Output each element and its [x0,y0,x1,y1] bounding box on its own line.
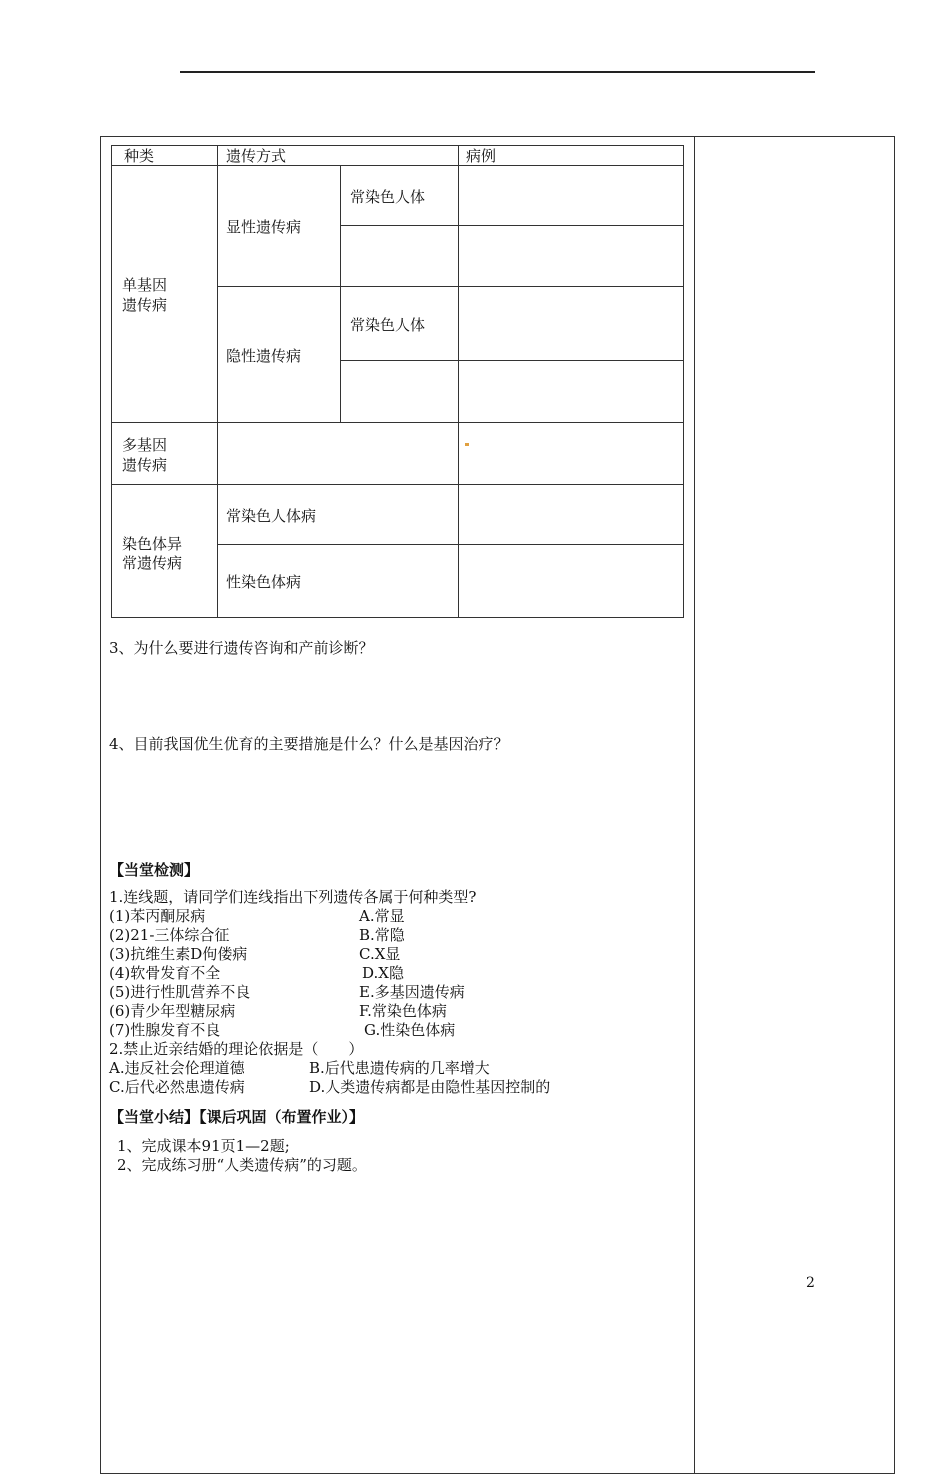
multi-gene-example [458,422,684,485]
match-right-4: D.X隐 [362,964,404,982]
single-gene-label-1: 单基因 [122,276,168,294]
dominant-label: 显性遗传病 [226,218,302,236]
auto-disease-label: 常染色人体病 [226,507,317,525]
dominant-sex-cell [340,225,459,287]
homework-2: 2、完成练习册“人类遗传病”的习题。 [117,1156,367,1174]
recessive-autosome-label: 常染色人体 [350,316,426,334]
multi-gene-label-2: 遗传病 [122,456,168,474]
auto-disease-example [458,484,684,545]
multi-gene-label-1: 多基因 [122,436,168,454]
homework-1: 1、完成课本91页1—2题; [117,1137,290,1155]
dominant-autosome-label: 常染色人体 [350,188,426,206]
recessive-sex-cell [340,360,459,423]
page-number: 2 [806,1275,815,1291]
match-left-3: (3)抗维生素D佝偻病 [109,945,248,963]
stray-mark [465,443,469,446]
header-example: 病例 [466,147,497,165]
frame-divider [694,136,695,1474]
header-mode: 遗传方式 [226,147,287,165]
recessive-label: 隐性遗传病 [226,347,302,365]
match-left-2: (2)21-三体综合征 [109,926,230,944]
option-b: B.后代患遗传病的几率增大 [309,1059,490,1077]
match-right-6: F.常染色体病 [359,1002,447,1020]
check-q2: 2.禁止近亲结婚的理论依据是（ ） [109,1040,364,1058]
option-c: C.后代必然患遗传病 [109,1078,245,1096]
multi-gene-mode [217,422,459,485]
sex-disease-example [458,544,684,618]
match-right-7: G.性染色体病 [364,1021,456,1039]
match-right-5: E.多基因遗传病 [359,983,465,1001]
match-left-6: (6)青少年型糖尿病 [109,1002,236,1020]
single-gene-label-2: 遗传病 [122,296,168,314]
recessive-autosome-example [458,286,684,361]
match-left-1: (1)苯丙酮尿病 [109,907,206,925]
sex-disease-label: 性染色体病 [226,573,302,591]
match-right-3: C.X显 [359,945,401,963]
question-3: 3、为什么要进行遗传咨询和产前诊断？ [109,639,374,657]
check-q1: 1.连线题，请同学们连线指出下列遗传各属于何种类型? [109,888,477,906]
header-type: 种类 [124,147,155,165]
chromosome-label-2: 常遗传病 [122,554,183,572]
dominant-sex-example [458,225,684,287]
chromosome-label-1: 染色体异 [122,535,183,553]
recessive-sex-example [458,360,684,423]
match-right-1: A.常显 [359,907,405,925]
match-left-4: (4)软骨发育不全 [109,964,221,982]
header-rule [180,71,815,73]
summary-heading: 【当堂小结】【课后巩固（布置作业）】 [109,1108,365,1126]
match-left-7: (7)性腺发育不良 [109,1021,221,1039]
dominant-autosome-example [458,165,684,226]
option-d: D.人类遗传病都是由隐性基因控制的 [309,1078,551,1096]
question-4: 4、目前我国优生优育的主要措施是什么？什么是基因治疗？ [109,735,509,753]
match-left-5: (5)进行性肌营养不良 [109,983,251,1001]
option-a: A.违反社会伦理道德 [109,1059,245,1077]
match-right-2: B.常隐 [359,926,405,944]
check-heading: 【当堂检测】 [109,861,200,879]
